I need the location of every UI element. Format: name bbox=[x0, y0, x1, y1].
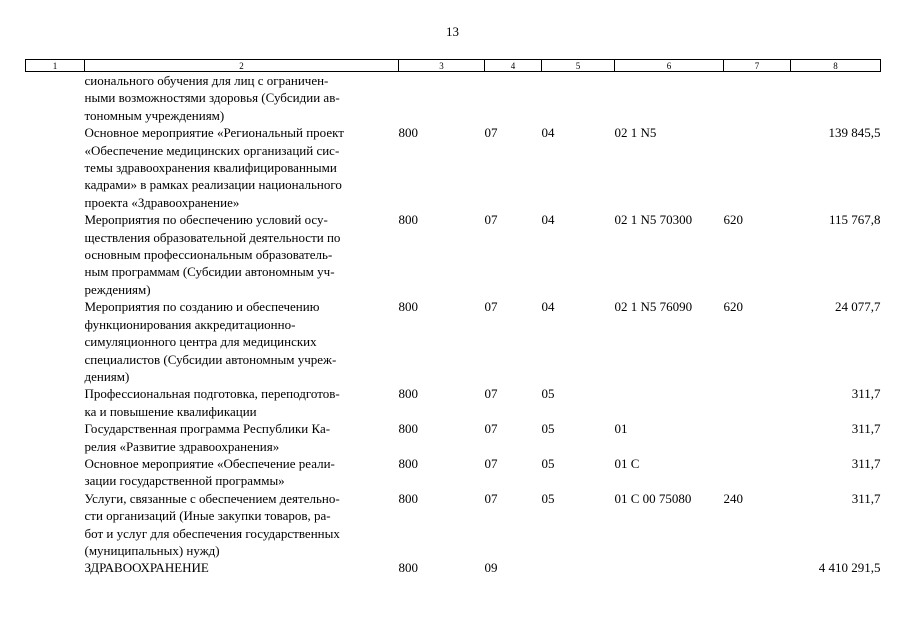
header-col-6: 6 bbox=[615, 60, 724, 72]
table-row bbox=[26, 124, 881, 211]
target-article-cell: 02 1 N5 70300 bbox=[614, 212, 693, 228]
subsection-code-cell bbox=[542, 72, 615, 125]
expense-type-cell: 620 bbox=[723, 299, 743, 315]
subsection-code-cell: 05 bbox=[541, 386, 555, 402]
expense-type-cell bbox=[724, 124, 791, 211]
section-code-cell: 07 bbox=[484, 125, 498, 141]
item-name-cell: Основное мероприятие «Обеспечение реали- зации государственной программы» bbox=[84, 455, 335, 489]
expense-type-cell bbox=[724, 72, 791, 125]
table-row bbox=[26, 298, 881, 385]
subsection-code-cell bbox=[542, 559, 615, 576]
target-article-cell bbox=[615, 559, 724, 576]
section-code-cell: 07 bbox=[484, 212, 498, 228]
header-col-2: 2 bbox=[85, 60, 399, 72]
subsection-code-cell: 05 bbox=[541, 455, 555, 471]
row-index-cell bbox=[26, 420, 85, 455]
header-col-4: 4 bbox=[485, 60, 542, 72]
section-code-cell: 09 bbox=[484, 560, 498, 576]
header-col-1: 1 bbox=[26, 60, 85, 72]
header-col-5: 5 bbox=[542, 60, 615, 72]
section-code-cell: 07 bbox=[484, 299, 498, 315]
header-row bbox=[26, 60, 881, 72]
ministry-code-cell: 800 bbox=[398, 299, 418, 315]
item-name-cell: Профессиональная подготовка, переподготов- ка и повышение квалификации bbox=[84, 386, 340, 419]
row-index-cell bbox=[26, 455, 85, 490]
ministry-code-cell: 800 bbox=[398, 490, 418, 506]
subsection-code-cell: 05 bbox=[541, 490, 555, 506]
page-number: 13 bbox=[446, 24, 459, 39]
subsection-code-cell: 05 bbox=[541, 421, 555, 437]
amount-cell: 139 845,5 bbox=[828, 125, 881, 141]
row-index-cell bbox=[26, 298, 85, 385]
target-article-cell bbox=[615, 385, 724, 420]
item-name-cell: Мероприятия по созданию и обеспечению функционирования аккредитационно- симуляционного центра для медицинских специалистов (Субсидии автономным учреж- дениям) bbox=[84, 299, 337, 384]
section-code-cell: 07 bbox=[484, 455, 498, 471]
expense-type-cell bbox=[724, 385, 791, 420]
section-code-cell bbox=[485, 72, 542, 125]
ministry-code-cell: 800 bbox=[398, 560, 418, 576]
amount-cell: 115 767,8 bbox=[828, 212, 881, 228]
table-header bbox=[26, 60, 881, 72]
amount-cell bbox=[791, 72, 881, 125]
table-row bbox=[26, 385, 881, 420]
row-index-cell bbox=[26, 72, 85, 125]
target-article-cell: 02 1 N5 76090 bbox=[614, 299, 693, 315]
row-index-cell bbox=[26, 385, 85, 420]
expense-type-cell: 620 bbox=[723, 212, 743, 228]
ministry-code-cell: 800 bbox=[398, 421, 418, 437]
table-row bbox=[26, 420, 881, 455]
amount-cell: 311,7 bbox=[851, 386, 881, 402]
subsection-code-cell: 04 bbox=[541, 125, 555, 141]
target-article-cell: 01 bbox=[614, 421, 628, 437]
row-index-cell bbox=[26, 559, 85, 576]
section-code-cell: 07 bbox=[484, 386, 498, 402]
section-code-cell: 07 bbox=[484, 421, 498, 437]
ministry-code-cell: 800 bbox=[398, 212, 418, 228]
expense-type-cell bbox=[724, 559, 791, 576]
header-col-7: 7 bbox=[724, 60, 791, 72]
ministry-code-cell: 800 bbox=[398, 386, 418, 402]
target-article-cell: 01 С bbox=[614, 455, 640, 471]
item-name-cell: Государственная программа Республики Ка- релия «Развитие здравоохранения» bbox=[84, 421, 331, 454]
section-code-cell: 07 bbox=[484, 490, 498, 506]
item-name-cell: ЗДРАВООХРАНЕНИЕ bbox=[84, 560, 209, 576]
expense-type-cell: 240 bbox=[723, 490, 743, 506]
item-name-cell: сионального обучения для лиц с ограничен- ными возможностями здоровья (Субсидии ав- тономным учреждениям) bbox=[84, 73, 340, 123]
target-article-cell bbox=[615, 72, 724, 125]
table-row bbox=[26, 455, 881, 490]
subsection-code-cell: 04 bbox=[541, 212, 555, 228]
amount-cell: 24 077,7 bbox=[835, 299, 881, 315]
amount-cell: 311,7 bbox=[851, 490, 881, 506]
budget-table bbox=[25, 59, 881, 577]
expense-type-cell bbox=[724, 420, 791, 455]
table-row bbox=[26, 72, 881, 125]
table-row bbox=[26, 490, 881, 560]
item-name-cell: Основное мероприятие «Региональный проект «Обеспечение медицинских организаций сис- темы здравоохранения квалифицированными кадрами» в рамках реализации национального проекта «Здравоохранение» bbox=[84, 125, 344, 210]
amount-cell: 4 410 291,5 bbox=[818, 560, 881, 576]
header-col-3: 3 bbox=[399, 60, 485, 72]
table-row bbox=[26, 559, 881, 576]
item-name-cell: Услуги, связанные с обеспечением деятельно- сти организаций (Иные закупки товаров, ра- бот и услуг для обеспечения государственных (муниципальных) нужд) bbox=[84, 490, 340, 558]
item-name-cell: Мероприятия по обеспечению условий осу- ществления образовательной деятельности по основным профессиональным образователь- ным программам (Субсидии автономным уч- реждениям) bbox=[84, 212, 341, 297]
row-index-cell bbox=[26, 211, 85, 298]
row-index-cell bbox=[26, 490, 85, 560]
amount-cell: 311,7 bbox=[851, 421, 881, 437]
table-row bbox=[26, 211, 881, 298]
ministry-code-cell: 800 bbox=[398, 125, 418, 141]
header-col-8: 8 bbox=[791, 60, 881, 72]
ministry-code-cell: 800 bbox=[398, 455, 418, 471]
target-article-cell: 02 1 N5 bbox=[614, 125, 657, 141]
table-body bbox=[26, 72, 881, 577]
amount-cell: 311,7 bbox=[851, 455, 881, 471]
target-article-cell: 01 С 00 75080 bbox=[614, 490, 692, 506]
subsection-code-cell: 04 bbox=[541, 299, 555, 315]
row-index-cell bbox=[26, 124, 85, 211]
ministry-code-cell bbox=[399, 72, 485, 125]
expense-type-cell bbox=[724, 455, 791, 490]
